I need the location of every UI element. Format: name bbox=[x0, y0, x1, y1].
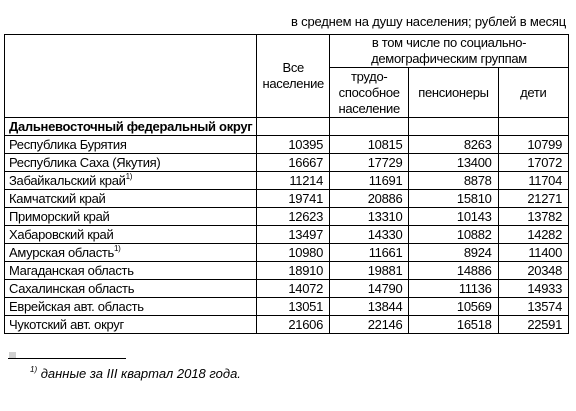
region-name bbox=[5, 298, 257, 316]
value-pensioners: 16518 bbox=[409, 316, 498, 334]
region-label: Республика Саха (Якутия) bbox=[9, 154, 161, 170]
value-pensioners: 10569 bbox=[409, 298, 498, 316]
value-pensioners: 8263 bbox=[409, 136, 498, 154]
region-label: Чукотский авт. округ bbox=[9, 316, 124, 332]
region-name bbox=[5, 172, 257, 190]
region-name bbox=[5, 280, 257, 298]
value-pensioners: 8878 bbox=[409, 172, 498, 190]
table-row bbox=[5, 154, 569, 172]
value-pensioners: 10143 bbox=[409, 208, 498, 226]
value-all: 13051 bbox=[257, 298, 330, 316]
footnote-divider bbox=[8, 358, 126, 359]
header-working-age: трудо-способное население bbox=[330, 68, 409, 118]
header-all-population: Все население bbox=[257, 35, 330, 118]
section-title: Дальневосточный федеральный округ bbox=[5, 118, 257, 136]
value-children: 11400 bbox=[498, 244, 568, 262]
value-working: 13844 bbox=[330, 298, 409, 316]
region-name bbox=[5, 154, 257, 172]
region-name bbox=[5, 208, 257, 226]
value-all: 10395 bbox=[257, 136, 330, 154]
footnote bbox=[30, 366, 241, 381]
value-all: 12623 bbox=[257, 208, 330, 226]
region-header-cell bbox=[5, 35, 257, 118]
region-name bbox=[5, 226, 257, 244]
value-pensioners: 11136 bbox=[409, 280, 498, 298]
footnote-ref: 1) bbox=[114, 243, 121, 253]
value-all: 14072 bbox=[257, 280, 330, 298]
region-label: Приморский край bbox=[9, 208, 110, 224]
header-pensioners: пенсионеры bbox=[409, 68, 498, 118]
value-all: 11214 bbox=[257, 172, 330, 190]
value-working: 14330 bbox=[330, 226, 409, 244]
footnote-marker: 1) bbox=[30, 365, 38, 374]
value-pensioners: 10882 bbox=[409, 226, 498, 244]
value-children: 13574 bbox=[498, 298, 568, 316]
region-label: Забайкальский край bbox=[9, 172, 126, 188]
value-working: 11691 bbox=[330, 172, 409, 190]
value-working: 14790 bbox=[330, 280, 409, 298]
table-row bbox=[5, 280, 569, 298]
footnote-text: данные за III квартал 2018 года. bbox=[37, 366, 241, 381]
table-caption: в среднем на душу населения; рублей в месяц bbox=[291, 14, 566, 29]
value-working: 22146 bbox=[330, 316, 409, 334]
table-row bbox=[5, 136, 569, 154]
value-working: 20886 bbox=[330, 190, 409, 208]
value-children: 14933 bbox=[498, 280, 568, 298]
region-name bbox=[5, 190, 257, 208]
income-table bbox=[4, 34, 569, 334]
value-all: 19741 bbox=[257, 190, 330, 208]
value-all: 18910 bbox=[257, 262, 330, 280]
value-working: 11661 bbox=[330, 244, 409, 262]
value-children: 13782 bbox=[498, 208, 568, 226]
table-row bbox=[5, 208, 569, 226]
header-group: в том числе по социально-демографическим группам bbox=[330, 35, 569, 68]
value-children: 22591 bbox=[498, 316, 568, 334]
value-working: 10815 bbox=[330, 136, 409, 154]
region-name bbox=[5, 262, 257, 280]
value-pensioners: 13400 bbox=[409, 154, 498, 172]
header-children: дети bbox=[498, 68, 568, 118]
region-label: Сахалинская область bbox=[9, 280, 135, 296]
value-working: 19881 bbox=[330, 262, 409, 280]
value-children: 10799 bbox=[498, 136, 568, 154]
table-row bbox=[5, 244, 569, 262]
value-pensioners: 15810 bbox=[409, 190, 498, 208]
value-all: 21606 bbox=[257, 316, 330, 334]
value-pensioners: 8924 bbox=[409, 244, 498, 262]
table-row bbox=[5, 316, 569, 334]
value-children: 20348 bbox=[498, 262, 568, 280]
region-label: Хабаровский край bbox=[9, 226, 114, 242]
region-name bbox=[5, 316, 257, 334]
region-label: Еврейская авт. область bbox=[9, 298, 144, 314]
value-children: 14282 bbox=[498, 226, 568, 244]
value-all: 16667 bbox=[257, 154, 330, 172]
table-row bbox=[5, 298, 569, 316]
value-children: 17072 bbox=[498, 154, 568, 172]
value-all: 13497 bbox=[257, 226, 330, 244]
value-children: 21271 bbox=[498, 190, 568, 208]
footnote-ref: 1) bbox=[125, 171, 133, 181]
value-working: 13310 bbox=[330, 208, 409, 226]
table-row bbox=[5, 226, 569, 244]
value-pensioners: 14886 bbox=[409, 262, 498, 280]
value-children: 11704 bbox=[498, 172, 568, 190]
section-row bbox=[5, 118, 569, 136]
region-label: Камчатский край bbox=[9, 190, 106, 206]
region-label: Республика Бурятия bbox=[9, 136, 127, 152]
table-row bbox=[5, 190, 569, 208]
value-working: 17729 bbox=[330, 154, 409, 172]
table-row bbox=[5, 262, 569, 280]
region-label: Магаданская область bbox=[9, 262, 134, 278]
region-label: Амурская область bbox=[9, 244, 115, 260]
table-row bbox=[5, 172, 569, 190]
region-name bbox=[5, 244, 257, 262]
region-name bbox=[5, 136, 257, 154]
value-all: 10980 bbox=[257, 244, 330, 262]
